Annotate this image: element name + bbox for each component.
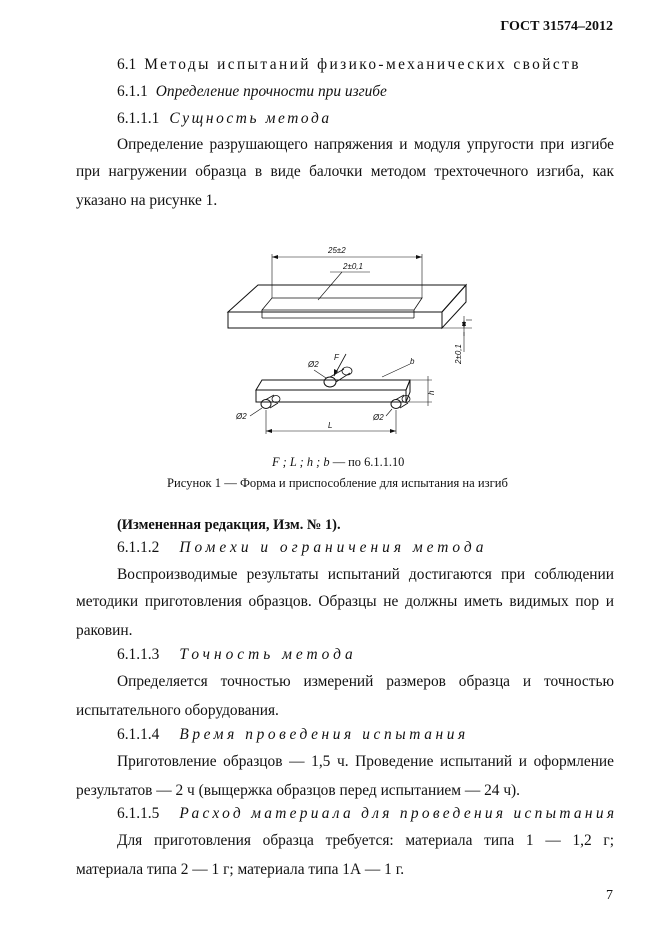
section-6-1-1-4-title: Время проведения испытания (179, 726, 469, 743)
label-F: F (334, 353, 339, 362)
section-6-1-1-1-heading (117, 106, 332, 133)
section-6-1-1-3-title: Точность метода (179, 646, 357, 663)
legend-variables: F ; L ; h ; b (272, 455, 330, 469)
label-thickness: 2±0,1 (454, 344, 463, 364)
label-L: L (328, 421, 333, 430)
figure-caption: Рисунок 1 — Форма и приспособление для испытания на изгиб (167, 476, 508, 490)
section-6-1-title: Методы испытаний физико-механических свойств (144, 56, 581, 73)
figure-legend (272, 455, 404, 470)
paragraph-line: при нагружении образца в виде балочки методом трехточечного изгиба, как (76, 163, 614, 180)
leader-groove (318, 272, 342, 300)
paragraph-line: Определяется точностью измерений размеров образца и точностью (117, 673, 614, 690)
beam-top-face (256, 380, 410, 390)
support-pin-right (391, 400, 401, 409)
paragraph-line: Для приготовления образца требуется: материала типа 1 — 1,2 г; (117, 832, 614, 849)
paragraph-line: методики приготовления образцов. Образцы не должны иметь видимых пор и (76, 593, 614, 610)
section-6-1-heading (117, 52, 581, 79)
label-phi-top: Ø2 (308, 360, 319, 369)
page-number: 7 (606, 888, 613, 903)
section-6-1-1-2-heading (117, 535, 487, 562)
section-6-1-1-5-heading (117, 801, 617, 828)
section-6-1-1-3-heading (117, 642, 357, 669)
paragraph-line: Приготовление образцов — 1,5 ч. Проведение испытаний и оформление (117, 753, 614, 770)
section-6-1-1-2-number: 6.1.1.2 (117, 539, 160, 556)
standard-number: ГОСТ 31574–2012 (500, 19, 613, 34)
paragraph-line: материала типа 2 — 1 г; материала типа 1А — 1 г. (76, 861, 405, 878)
legend-reference: — по 6.1.1.10 (329, 455, 405, 469)
label-phi-left: Ø2 (236, 412, 247, 421)
bending-test-figure (210, 240, 490, 440)
section-6-1-1-4-heading (117, 722, 469, 749)
paragraph-line: указано на рисунке 1. (76, 192, 218, 209)
paragraph-line: Воспроизводимые результаты испытаний достигаются при соблюдении (117, 566, 614, 583)
section-6-1-1-5-title: Расход материала для проведения испытания (179, 805, 618, 822)
section-6-1-1-1-number: 6.1.1.1 (117, 110, 160, 127)
paragraph-line: раковин. (76, 622, 133, 639)
section-6-1-1-3-number: 6.1.1.3 (117, 646, 160, 663)
label-groove: 2±0,1 (343, 262, 363, 271)
section-6-1-1-4-number: 6.1.1.4 (117, 726, 160, 743)
section-6-1-1-number: 6.1.1 (117, 83, 148, 100)
label-b: b (410, 357, 415, 366)
loading-pin (324, 377, 336, 387)
paragraph-line: результатов — 2 ч (выщержка образцов перед испытанием — 24 ч). (76, 782, 521, 799)
paragraph-line: Определение разрушающего напряжения и модуля упругости при изгибе (117, 136, 614, 153)
specimen-front-face (228, 312, 442, 328)
section-6-1-1-2-title: Помехи и ограничения метода (179, 539, 488, 556)
label-phi-right: Ø2 (373, 413, 384, 422)
section-6-1-1-1-title: Сущность метода (169, 110, 332, 127)
label-h: h (427, 390, 436, 395)
section-6-1-1-heading (117, 79, 387, 106)
support-pin-left (261, 400, 271, 409)
section-6-1-1-5-number: 6.1.1.5 (117, 805, 160, 822)
paragraph-line: испытательного оборудования. (76, 702, 279, 719)
amendment-note: (Измененная редакция, Изм. № 1). (117, 517, 341, 533)
section-6-1-number: 6.1 (117, 56, 137, 73)
specimen-side-face (442, 285, 466, 328)
section-6-1-1-title: Определение прочности при изгибе (155, 83, 387, 100)
beam-side-face (406, 380, 410, 402)
label-length: 25±2 (328, 246, 346, 255)
specimen-groove (262, 298, 422, 310)
